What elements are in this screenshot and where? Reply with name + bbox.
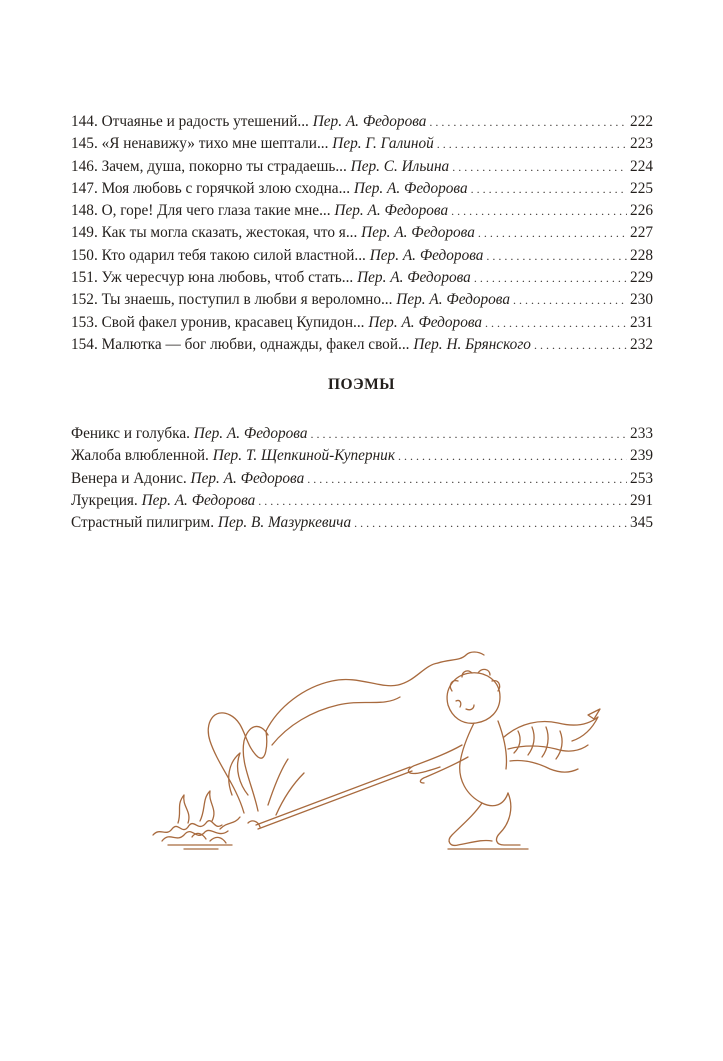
entry-page: 228 (630, 246, 653, 264)
entry-translator: Пер. А. Федорова (141, 491, 256, 509)
dot-leader (398, 445, 627, 467)
entry-page: 226 (630, 202, 653, 220)
dot-leader (451, 200, 627, 222)
entry-title: 153. Свой факел уронив, красавец Купидон... Пер. А. Федорова (71, 313, 483, 331)
toc-poems (71, 423, 653, 534)
entry-translator: Пер. Т. Щепкиной-Куперник (212, 447, 395, 465)
entry-translator: Пер. Н. Брянского (413, 335, 531, 353)
toc-entry (71, 222, 653, 244)
dot-leader (486, 245, 627, 267)
toc-entry (71, 156, 653, 178)
dot-leader (485, 312, 627, 334)
entry-title: 149. Как ты могла сказать, жестокая, что я... Пер. А. Федорова (71, 224, 475, 242)
toc-entry (71, 423, 653, 445)
toc-entry (71, 111, 653, 133)
entry-page: 253 (630, 469, 653, 487)
entry-page: 345 (630, 514, 653, 532)
dot-leader (478, 222, 627, 244)
toc-entry (71, 133, 653, 155)
entry-translator: Пер. А. Федорова (369, 246, 484, 264)
section-heading-poems: ПОЭМЫ (328, 376, 395, 393)
entry-translator: Пер. А. Федорова (190, 469, 305, 487)
toc-entry (71, 178, 653, 200)
entry-title: 150. Кто одарил тебя такою силой властной... Пер. А. Федорова (71, 246, 484, 264)
dot-leader (452, 156, 627, 178)
cupid-figure (408, 669, 600, 849)
dot-leader (534, 334, 627, 356)
entry-title: 152. Ты знаешь, поступил в любви я вероломно... Пер. А. Федорова (71, 291, 510, 309)
toc-entry (71, 490, 653, 512)
entry-title: 151. Уж чересчур юна любовь, чтоб стать... Пер. А. Федорова (71, 269, 471, 287)
wing-icon (504, 709, 600, 772)
entry-page: 224 (630, 157, 653, 175)
toc-entry (71, 267, 653, 289)
dot-leader (310, 423, 627, 445)
dot-leader (354, 512, 627, 534)
toc-entry (71, 468, 653, 490)
entry-page: 222 (630, 113, 653, 130)
entry-translator: Пер. Г. Галиной (332, 135, 434, 153)
entry-title: Страстный пилигрим. Пер. В. Мазуркевича (71, 514, 352, 532)
entry-translator: Пер. А. Федорова (361, 224, 475, 242)
toc-entry (71, 289, 653, 311)
dot-leader (429, 111, 627, 133)
entry-title: Жалоба влюбленной. Пер. Т. Щепкиной-Куперник (71, 447, 395, 465)
entry-page: 223 (630, 135, 653, 153)
entry-title: 147. Моя любовь с горячкой злою сходна... Пер. А. Федорова (71, 179, 468, 197)
entry-title: 148. О, горе! Для чего глаза такие мне... Пер. А. Федорова (71, 202, 449, 220)
dot-leader (471, 178, 627, 200)
entry-page: 231 (630, 313, 653, 331)
entry-translator: Пер. А. Федорова (368, 313, 483, 331)
entry-title: Лукреция. Пер. А. Федорова (71, 491, 256, 509)
dot-leader (437, 133, 627, 155)
dot-leader (513, 289, 627, 311)
entry-title: Венера и Адонис. Пер. А. Федорова (71, 469, 305, 487)
dot-leader (307, 468, 627, 490)
entry-translator: Пер. В. Мазуркевича (217, 514, 352, 532)
toc-entry (71, 200, 653, 222)
dot-leader (258, 490, 627, 512)
entry-translator: Пер. А. Федорова (193, 425, 308, 442)
entry-page: 291 (630, 491, 653, 509)
entry-title: Феникс и голубка. Пер. А. Федорова (71, 425, 308, 442)
entry-page: 233 (630, 425, 653, 442)
entry-translator: Пер. А. Федорова (334, 202, 449, 220)
entry-page: 225 (630, 179, 653, 197)
entry-translator: Пер. А. Федорова (312, 113, 427, 130)
entry-page: 227 (630, 224, 653, 242)
entry-page: 232 (630, 335, 653, 353)
entry-title: 144. Отчаянье и радость утешений... Пер. А. Федорова (71, 113, 427, 130)
entry-translator: Пер. А. Федорова (353, 179, 468, 197)
toc-sonnets (71, 111, 653, 356)
torch-icon (248, 767, 412, 829)
entry-page: 239 (630, 447, 653, 465)
entry-page: 230 (630, 291, 653, 309)
entry-page: 229 (630, 269, 653, 287)
fire-icon (153, 791, 240, 849)
toc-entry (71, 445, 653, 467)
cupid-with-torch-icon (148, 645, 603, 875)
entry-translator: Пер. С. Ильина (350, 157, 450, 175)
entry-title: 145. «Я ненавижу» тихо мне шептали... Пер. Г. Галиной (71, 135, 434, 153)
toc-entry (71, 312, 653, 334)
entry-translator: Пер. А. Федорова (396, 291, 510, 309)
toc-entry (71, 245, 653, 267)
dot-leader (474, 267, 627, 289)
entry-title: 154. Малютка — бог любви, однажды, факел свой... Пер. Н. Брянского (71, 335, 531, 353)
entry-translator: Пер. А. Федорова (357, 269, 471, 287)
entry-title: 146. Зачем, душа, покорно ты страдаешь... Пер. С. Ильина (71, 157, 450, 175)
toc-entry (71, 512, 653, 534)
toc-entry (71, 334, 653, 356)
